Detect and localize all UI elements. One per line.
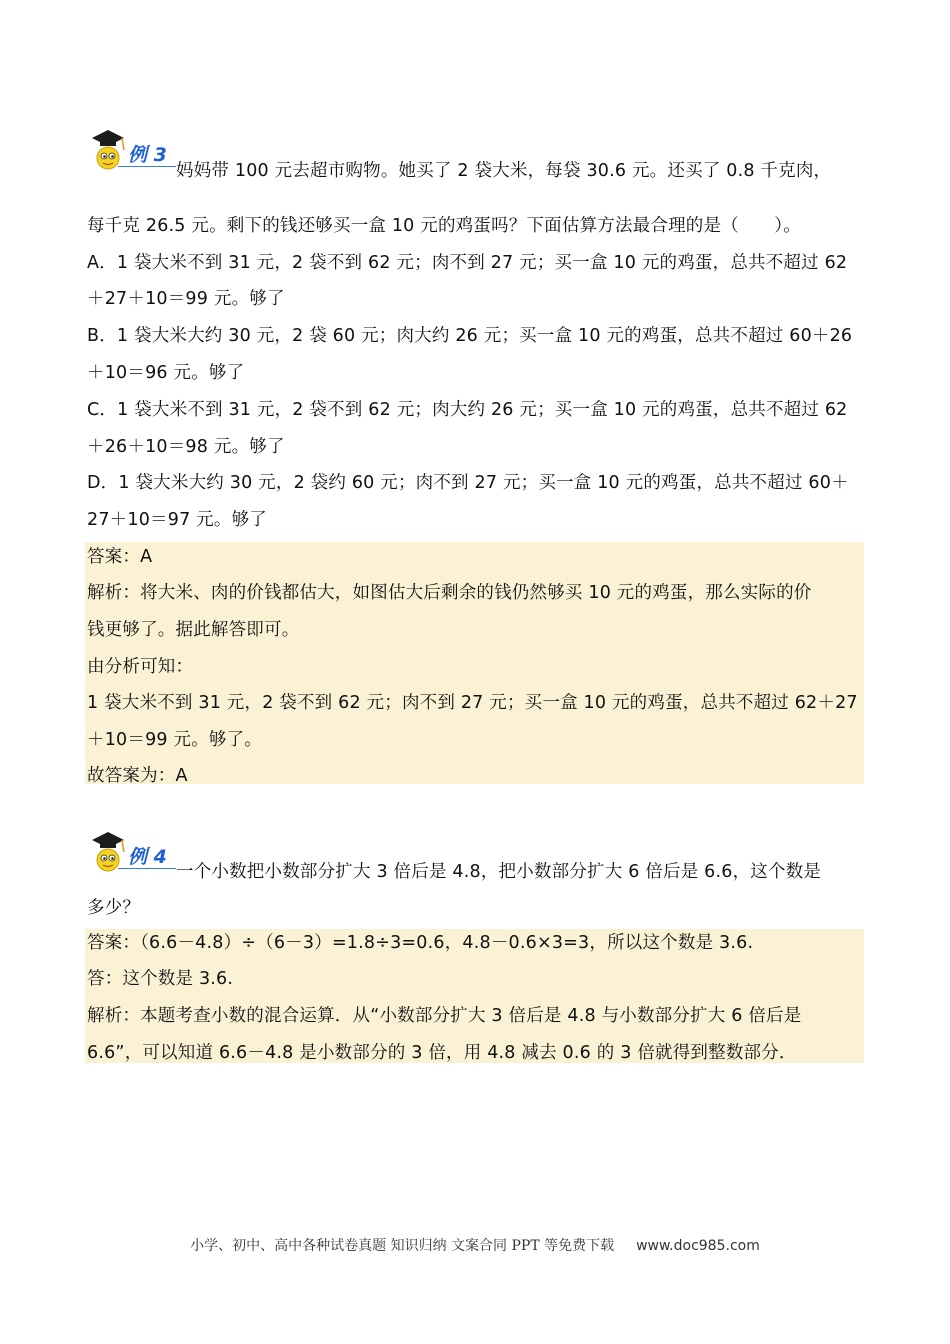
option-a-line: ＋27＋10＝99 元。够了	[87, 289, 285, 309]
footer	[0, 1235, 950, 1255]
question-line: 妈妈带 100 元去超市购物。她买了 2 袋大米，每袋 30.6 元。还买了 0.8 千克肉，	[176, 161, 832, 181]
option-b-line: B．1 袋大米大约 30 元，2 袋 60 元；肉大约 26 元；买一盒 10 元的鸡蛋，总共不超过 60＋26	[87, 326, 853, 346]
option-c-line: C．1 袋大米不到 31 元，2 袋不到 62 元；肉大约 26 元；买一盒 10 元的鸡蛋，总共不超过 62	[87, 400, 848, 420]
question-line: 多少？	[87, 898, 141, 918]
answer-line: 答：这个数是 3.6.	[87, 969, 234, 989]
analysis-line: 由分析可知：	[87, 657, 194, 677]
analysis-line: 解析：本题考查小数的混合运算．从“小数部分扩大 3 倍后是 4.8 与小数部分扩大 6 倍后是	[87, 1006, 802, 1026]
analysis-line: 解析：将大米、肉的价钱都估大，如图估大后剩余的钱仍然够买 10 元的鸡蛋，那么实际的价	[87, 583, 812, 603]
analysis-line: 6.6”，可以知道 6.6－4.8 是小数部分的 3 倍，用 4.8 减去 0.6 的 3 倍就得到整数部分．	[87, 1043, 797, 1063]
question-line: 一个小数把小数部分扩大 3 倍后是 4.8，把小数部分扩大 6 倍后是 6.6，这个数是	[176, 862, 822, 882]
analysis-line: 1 袋大米不到 31 元，2 袋不到 62 元；肉不到 27 元；买一盒 10 元的鸡蛋，总共不超过 62＋27	[87, 693, 858, 713]
option-b-line: ＋10＝96 元。够了	[87, 363, 245, 383]
graduate-mascot-icon	[88, 128, 128, 174]
answer-line: 答案：（6.6－4.8）÷（6－3）=1.8÷3=0.6，4.8－0.6×3=3，所以这个数是 3.6.	[87, 933, 754, 953]
badge-underline	[118, 166, 176, 167]
footer-text: 小学、初中、高中各种试卷真题 知识归纳 文案合同 PPT 等免费下载	[190, 1238, 615, 1254]
option-d-line: D．1 袋大米大约 30 元，2 袋约 60 元；肉不到 27 元；买一盒 10 元的鸡蛋，总共不超过 60＋	[87, 473, 849, 493]
graduate-mascot-icon	[88, 830, 128, 876]
example-4-badge	[88, 830, 178, 876]
example-3-label: 例 3	[128, 144, 167, 166]
footer-url[interactable]: www.doc985.com	[636, 1238, 760, 1254]
question-line: 每千克 26.5 元。剩下的钱还够买一盒 10 元的鸡蛋吗？下面估算方法最合理的是（ ）。	[87, 216, 801, 236]
final-answer-line: 故答案为：A	[87, 766, 188, 786]
option-c-line: ＋26＋10＝98 元。够了	[87, 437, 285, 457]
answer-line: 答案：A	[87, 547, 153, 567]
example-4-label: 例 4	[128, 846, 167, 868]
badge-underline	[118, 868, 176, 869]
analysis-line: ＋10＝99 元。够了。	[87, 730, 262, 750]
analysis-line: 钱更够了。据此解答即可。	[87, 620, 300, 640]
option-a-line: A．1 袋大米不到 31 元，2 袋不到 62 元；肉不到 27 元；买一盒 10 元的鸡蛋，总共不超过 62	[87, 253, 848, 273]
option-d-line: 27＋10＝97 元。够了	[87, 510, 267, 530]
example-3-badge	[88, 128, 178, 174]
